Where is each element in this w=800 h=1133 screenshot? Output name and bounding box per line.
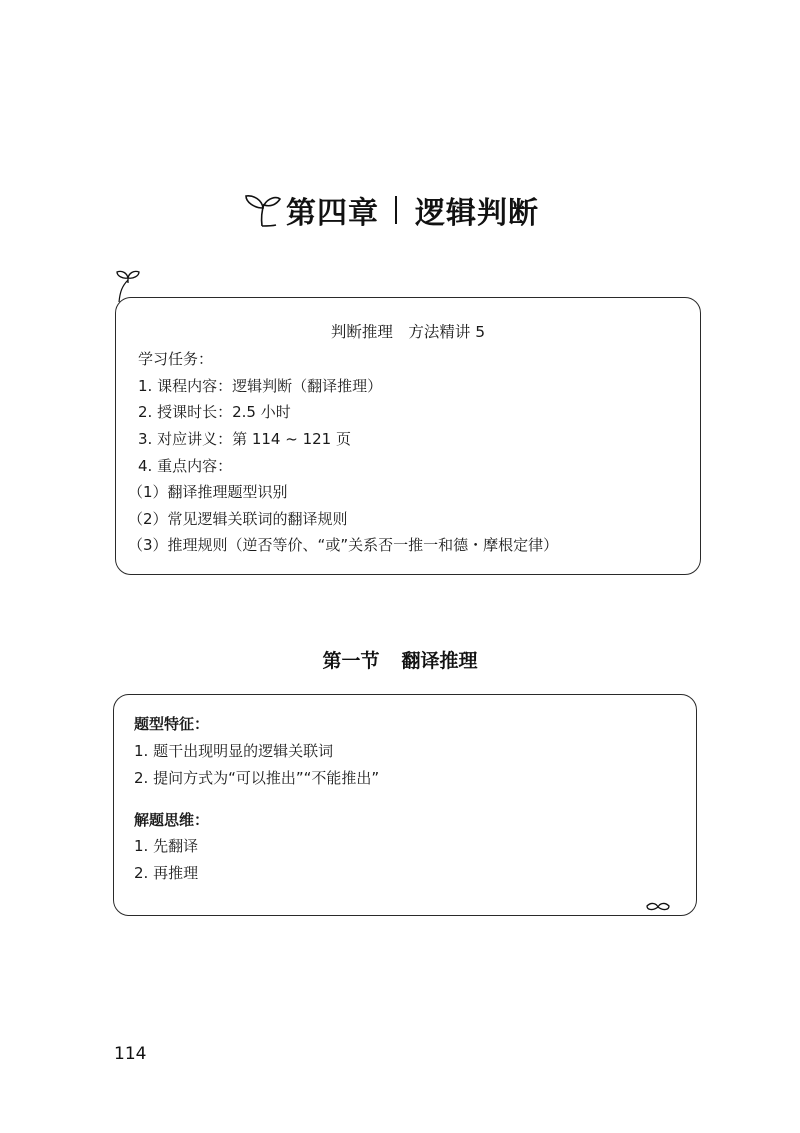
task-heading: 学习任务： <box>138 350 214 368</box>
chapter-title: 逻辑判断 <box>415 196 539 231</box>
task-item: 3. 对应讲义：第 114 ~ 121 页 <box>138 430 351 448</box>
task-item: 2. 授课时长：2.5 小时 <box>138 403 291 421</box>
task-box-title: 判断推理 方法精讲 5 <box>330 323 486 341</box>
question-type-box <box>113 694 697 916</box>
thinking-item: 2. 再推理 <box>134 864 199 882</box>
chapter-heading <box>240 182 539 238</box>
section-heading <box>0 646 800 673</box>
thinking-heading: 解题思维： <box>134 811 210 829</box>
task-item: 1. 课程内容：逻辑判断（翻译推理） <box>138 377 383 395</box>
sprout-icon <box>240 190 284 230</box>
chapter-label: 第四章 <box>286 196 379 231</box>
task-sub-item: （1）翻译推理题型识别 <box>128 483 288 501</box>
section-title: 翻译推理 <box>401 650 478 672</box>
leaf-pair-icon <box>645 898 671 916</box>
section-number: 第一节 <box>322 650 380 672</box>
title-divider <box>395 196 397 224</box>
task-item: 4. 重点内容： <box>138 457 233 475</box>
task-sub-item: （2）常见逻辑关联词的翻译规则 <box>128 510 348 528</box>
task-sub-item: （3）推理规则（逆否等价、“或”关系否一推一和德・摩根定律） <box>128 536 559 554</box>
page-number: 114 <box>114 1044 147 1064</box>
feature-item: 1. 题干出现明显的逻辑关联词 <box>134 742 334 760</box>
thinking-item: 1. 先翻译 <box>134 837 199 855</box>
features-heading: 题型特征： <box>134 715 210 733</box>
feature-item: 2. 提问方式为“可以推出”“不能推出” <box>134 769 380 787</box>
learning-task-box <box>115 297 701 575</box>
